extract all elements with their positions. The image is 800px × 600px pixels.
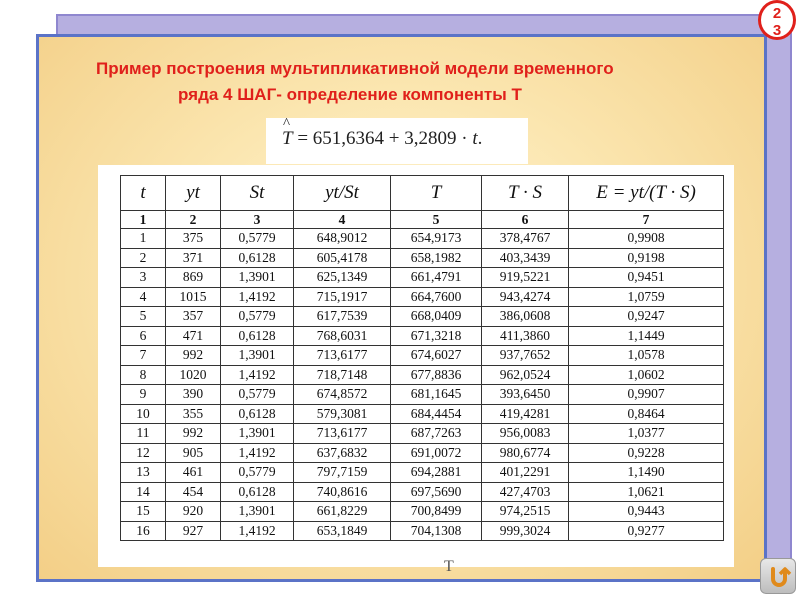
table-cell: 637,6832 [294, 443, 391, 463]
header-t: t [121, 176, 166, 211]
table-cell: 0,5779 [221, 385, 294, 405]
table-cell: 677,8836 [391, 365, 482, 385]
colnum: 4 [294, 211, 391, 229]
table-cell: 12 [121, 443, 166, 463]
table-cell: 0,9247 [569, 307, 724, 327]
header-E: E = yt/(T · S) [569, 176, 724, 211]
table-cell: 1020 [166, 365, 221, 385]
table-cell: 0,6128 [221, 404, 294, 424]
table-cell: 393,6450 [482, 385, 569, 405]
table-row [121, 287, 724, 307]
table-cell: 14 [121, 482, 166, 502]
table-cell: 992 [166, 424, 221, 444]
table-cell: 797,7159 [294, 463, 391, 483]
table-cell: 0,6128 [221, 482, 294, 502]
table-cell: 4 [121, 287, 166, 307]
table-row [121, 424, 724, 444]
table-cell: 962,0524 [482, 365, 569, 385]
header-st: St [221, 176, 294, 211]
table-cell: 0,6128 [221, 248, 294, 268]
table-cell: 919,5221 [482, 268, 569, 288]
table-cell: 905 [166, 443, 221, 463]
table-cell: 390 [166, 385, 221, 405]
table-cell: 625,1349 [294, 268, 391, 288]
table-row [121, 443, 724, 463]
table-cell: 1,4192 [221, 521, 294, 541]
table-cell: 674,8572 [294, 385, 391, 405]
table-cell: 357 [166, 307, 221, 327]
colnum: 2 [166, 211, 221, 229]
table-cell: 401,2291 [482, 463, 569, 483]
table-cell: 2 [121, 248, 166, 268]
table-cell: 13 [121, 463, 166, 483]
table-cell: 1 [121, 229, 166, 249]
table-cell: 661,8229 [294, 502, 391, 522]
table-cell: 1,0377 [569, 424, 724, 444]
table-cell: 674,6027 [391, 346, 482, 366]
table-row [121, 307, 724, 327]
table-cell: 694,2881 [391, 463, 482, 483]
table-cell: 768,6031 [294, 326, 391, 346]
table-cell: 11 [121, 424, 166, 444]
table-cell: 1,3901 [221, 502, 294, 522]
table-cell: 937,7652 [482, 346, 569, 366]
table-cell: 1,0602 [569, 365, 724, 385]
formula-text [282, 128, 482, 150]
page-number-top: 2 [772, 5, 782, 22]
return-arrow-icon [767, 565, 791, 589]
table-cell: 0,6128 [221, 326, 294, 346]
title-line-2: ряда 4 ШАГ- определение компоненты Т [178, 85, 522, 104]
table-cell: 687,7263 [391, 424, 482, 444]
table-cell: 980,6774 [482, 443, 569, 463]
table-body [121, 211, 724, 541]
table-cell: 992 [166, 346, 221, 366]
table-row [121, 248, 724, 268]
table-cell: 1,4192 [221, 443, 294, 463]
header-yt-st: yt/St [294, 176, 391, 211]
table-cell: 0,5779 [221, 307, 294, 327]
table-panel [98, 165, 734, 567]
table-cell: 671,3218 [391, 326, 482, 346]
colnum: 7 [569, 211, 724, 229]
table-cell: 658,1982 [391, 248, 482, 268]
page-number-badge [758, 0, 796, 40]
table-row [121, 482, 724, 502]
table-cell: 943,4274 [482, 287, 569, 307]
table-cell: 375 [166, 229, 221, 249]
table-cell: 16 [121, 521, 166, 541]
table-cell: 1,0578 [569, 346, 724, 366]
table-row [121, 326, 724, 346]
formula-lhs: ^ T [282, 128, 293, 149]
table-header-row [121, 176, 724, 211]
table-cell: 0,9907 [569, 385, 724, 405]
table-cell: 668,0409 [391, 307, 482, 327]
table-cell: 419,4281 [482, 404, 569, 424]
table-cell: 579,3081 [294, 404, 391, 424]
header-T: T [391, 176, 482, 211]
table-cell: 6 [121, 326, 166, 346]
table-cell: 605,4178 [294, 248, 391, 268]
table-cell: 1,1490 [569, 463, 724, 483]
table-cell: 1,0621 [569, 482, 724, 502]
table-cell: 461 [166, 463, 221, 483]
table-row [121, 502, 724, 522]
table-row [121, 346, 724, 366]
table-cell: 9 [121, 385, 166, 405]
table-cell: 974,2515 [482, 502, 569, 522]
table-cell: 869 [166, 268, 221, 288]
table-cell: 713,6177 [294, 424, 391, 444]
table-cell: 411,3860 [482, 326, 569, 346]
table-cell: 1,3901 [221, 346, 294, 366]
table-row [121, 521, 724, 541]
table-cell: 654,9173 [391, 229, 482, 249]
column-number-row [121, 211, 724, 229]
table-cell: 8 [121, 365, 166, 385]
table-cell: 5 [121, 307, 166, 327]
table-cell: 427,4703 [482, 482, 569, 502]
table-cell: 0,5779 [221, 229, 294, 249]
header-TS: T · S [482, 176, 569, 211]
page-number-bottom: 3 [772, 22, 782, 39]
table-cell: 956,0083 [482, 424, 569, 444]
table-cell: 999,3024 [482, 521, 569, 541]
colnum: 1 [121, 211, 166, 229]
table-cell: 718,7148 [294, 365, 391, 385]
table-cell: 3 [121, 268, 166, 288]
table-cell: 1,3901 [221, 424, 294, 444]
table-cell: 10 [121, 404, 166, 424]
table-cell: 648,9012 [294, 229, 391, 249]
table-cell: 1,4192 [221, 365, 294, 385]
table-cell: 0,9228 [569, 443, 724, 463]
table-cell: 664,7600 [391, 287, 482, 307]
table-cell: 920 [166, 502, 221, 522]
table-cell: 740,8616 [294, 482, 391, 502]
header-yt: yt [166, 176, 221, 211]
colnum: 5 [391, 211, 482, 229]
table-cell: 1,1449 [569, 326, 724, 346]
trend-formula [266, 118, 528, 164]
table-row [121, 268, 724, 288]
table-cell: 704,1308 [391, 521, 482, 541]
table-cell: 1015 [166, 287, 221, 307]
table-cell: 378,4767 [482, 229, 569, 249]
table-cell: 700,8499 [391, 502, 482, 522]
formula-rhs: = 651,6364 + 3,2809 · [292, 128, 473, 149]
table-row [121, 385, 724, 405]
table-cell: 715,1917 [294, 287, 391, 307]
table-cell: 681,1645 [391, 385, 482, 405]
table-cell: 927 [166, 521, 221, 541]
return-button[interactable] [760, 558, 796, 594]
slide-title [96, 56, 736, 108]
formula-end: . [477, 128, 483, 149]
table-cell: 0,5779 [221, 463, 294, 483]
table-row [121, 404, 724, 424]
table-cell: 1,3901 [221, 268, 294, 288]
table-cell: 653,1849 [294, 521, 391, 541]
table-cell: 7 [121, 346, 166, 366]
table-row [121, 463, 724, 483]
table-cell: 1,0759 [569, 287, 724, 307]
table-cell: 403,3439 [482, 248, 569, 268]
table-cell: 454 [166, 482, 221, 502]
table-cell: 355 [166, 404, 221, 424]
table-cell: 471 [166, 326, 221, 346]
data-table [120, 175, 724, 541]
table-cell: 661,4791 [391, 268, 482, 288]
table-cell: 691,0072 [391, 443, 482, 463]
table-cell: 15 [121, 502, 166, 522]
table-cell: 386,0608 [482, 307, 569, 327]
colnum: 3 [221, 211, 294, 229]
table-cell: 0,9277 [569, 521, 724, 541]
table-cell: 713,6177 [294, 346, 391, 366]
table-row [121, 229, 724, 249]
table-cell: 1,4192 [221, 287, 294, 307]
table-cell: 0,8464 [569, 404, 724, 424]
table-cell: 0,9443 [569, 502, 724, 522]
table-cell: 697,5690 [391, 482, 482, 502]
colnum: 6 [482, 211, 569, 229]
table-cell: 0,9198 [569, 248, 724, 268]
table-cell: 617,7539 [294, 307, 391, 327]
table-cell: 371 [166, 248, 221, 268]
formula-var: t [472, 128, 478, 149]
table-cell: 0,9908 [569, 229, 724, 249]
table-row [121, 365, 724, 385]
footer-fragment [444, 560, 454, 566]
table-cell: 0,9451 [569, 268, 724, 288]
title-line-1: Пример построения мультипликативной модели временного [96, 59, 614, 78]
table-cell: 684,4454 [391, 404, 482, 424]
